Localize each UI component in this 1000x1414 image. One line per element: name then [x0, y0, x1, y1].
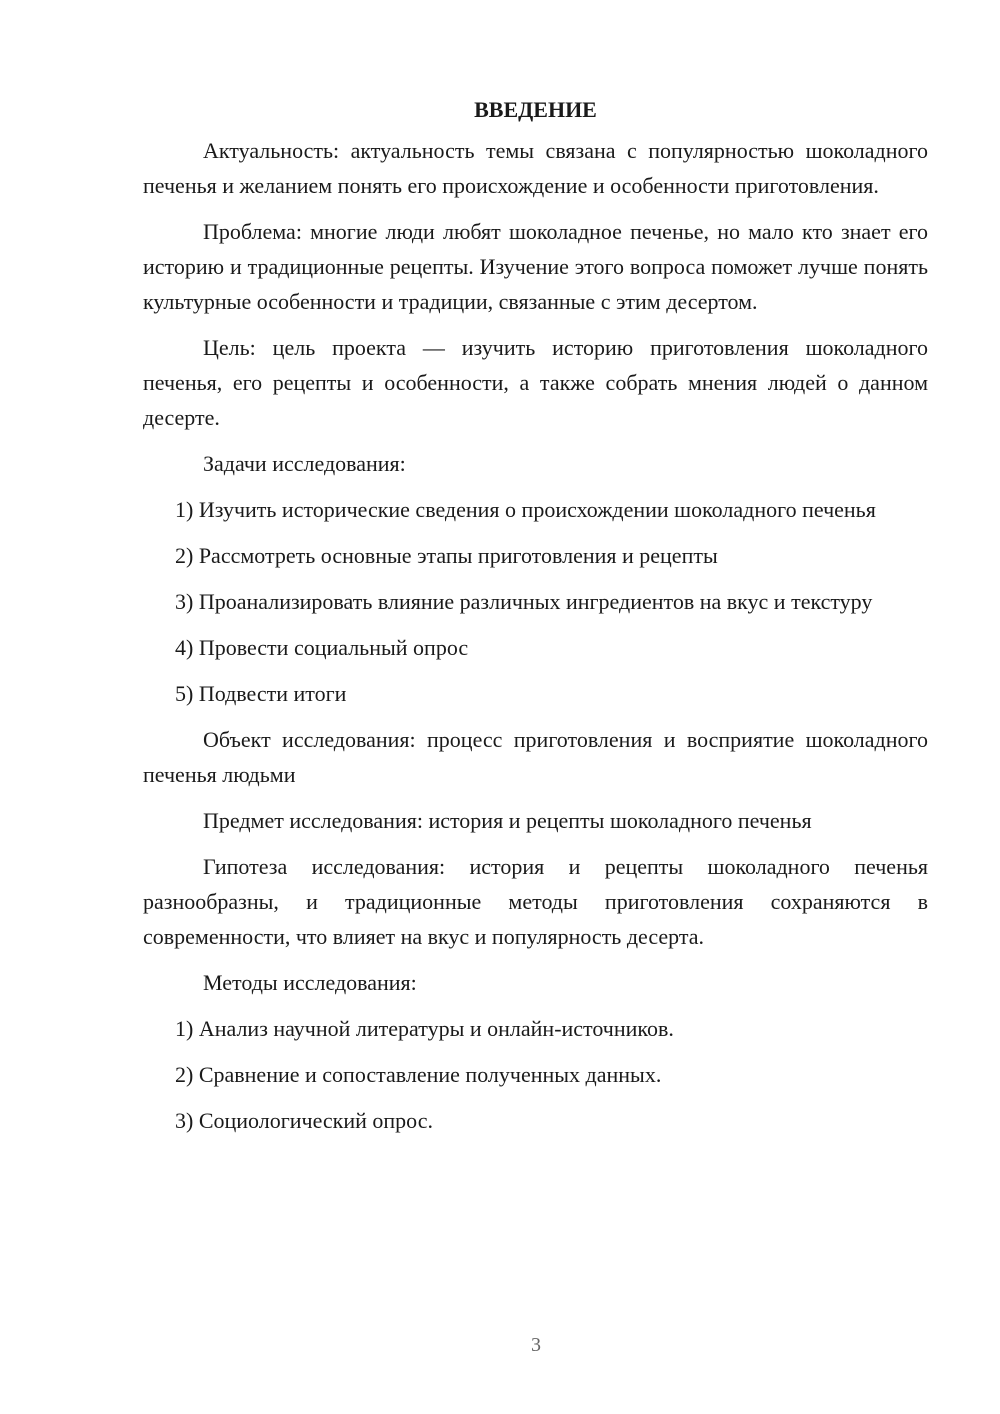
- paragraph-methods-heading: Методы исследования:: [203, 970, 417, 995]
- paragraph-problem: Проблема: многие люди любят шоколадное печенье, но мало кто знает его историю и традиционные рецепты. Изучение этого вопроса поможет лучше понять культурные особенности и традиции, связанные с этим десертом.: [143, 219, 928, 314]
- method-item-1: 1) Анализ научной литературы и онлайн-источников.: [175, 1016, 674, 1041]
- method-item-3: 3) Социологический опрос.: [175, 1108, 433, 1133]
- paragraph-tasks-heading: Задачи исследования:: [203, 451, 406, 476]
- task-item-4: 4) Провести социальный опрос: [175, 635, 469, 660]
- paragraph-goal: Цель: цель проекта — изучить историю приготовления шоколадного печенья, его рецепты и особенности, а также собрать мнения людей о данном десерте.: [143, 335, 928, 430]
- section-title: ВВЕДЕНИЕ: [474, 97, 597, 122]
- document-page: [143, 92, 928, 1149]
- paragraph-hypothesis: Гипотеза исследования: история и рецепты шоколадного печенья разнообразны, и традиционные методы приготовления сохраняются в современности, что влияет на вкус и популярность десерта.: [143, 854, 928, 949]
- paragraph-research-subject: Предмет исследования: история и рецепты шоколадного печенья: [203, 808, 812, 833]
- task-item-1: 1) Изучить исторические сведения о происхождении шоколадного печенья: [175, 497, 876, 522]
- task-item-3: 3) Проанализировать влияние различных ингредиентов на вкус и текстуру: [175, 589, 873, 614]
- paragraph-research-object: Объект исследования: процесс приготовления и восприятие шоколадного печенья людьми: [143, 727, 928, 787]
- page-number: 3: [531, 1334, 541, 1356]
- paragraph-relevance: Актуальность: актуальность темы связана с популярностью шоколадного печенья и желанием понять его происхождение и особенности приготовления.: [143, 138, 928, 198]
- task-item-5: 5) Подвести итоги: [175, 681, 347, 706]
- task-item-2: 2) Рассмотреть основные этапы приготовления и рецепты: [175, 543, 718, 568]
- method-item-2: 2) Сравнение и сопоставление полученных данных.: [175, 1062, 662, 1087]
